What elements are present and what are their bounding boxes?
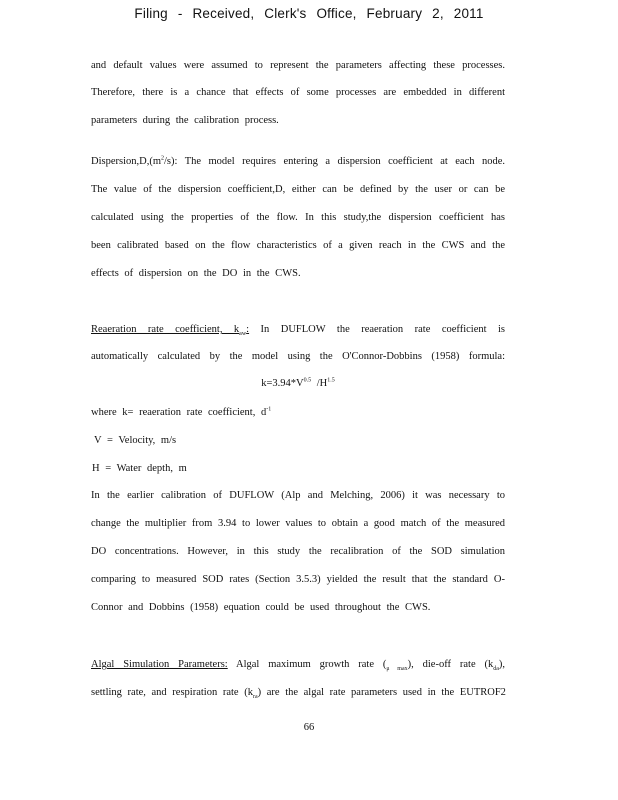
variable-definition: where k= reaeration rate coefficient, $d^{-1}$ (91, 406, 272, 418)
reaeration-heading: Reaeration rate coefficient, $k_{aw}$: (91, 324, 250, 338)
paragraph-line: been calibrated based on the flow characteristics of a given reach in the CWS and the (91, 240, 505, 251)
dispersion-term: Dispersion,D,(m (91, 156, 161, 167)
variable-definition: H = Water depth, m (92, 463, 187, 474)
superscript: 2 (161, 155, 164, 162)
filing-header: Filing - Received, Clerk's Office, February 2, 2011 (134, 6, 484, 21)
reaeration-text: In DUFLOW the reaeration rate coefficient is (249, 324, 505, 335)
paragraph-line: Connor and Dobbins (1958) equation could be used throughout the CWS. (91, 602, 431, 613)
paragraph-line: parameters during the calibration process. (91, 115, 279, 126)
reaeration-formula: $k=3.94*V^{0.5}$ $/H^{1.5}$ (261, 377, 335, 389)
paragraph-line: In the earlier calibration of DUFLOW (Alp and Melching, 2006) it was necessary to (91, 490, 505, 501)
page-number: 66 (303, 722, 315, 733)
paragraph-line: calculated using the properties of the flow. In this study,the dispersion coefficient has (91, 212, 505, 223)
paragraph-line: settling rate, and respiration rate $(k_{ra})$ are the algal rate parameters used in the EUTROF2 (91, 687, 506, 701)
dispersion-text: /s): The model requires entering a dispersion coefficient at each node. (164, 156, 505, 167)
paragraph-line: comparing to measured SOD rates (Section 3.5.3) yielded the result that the standard O- (91, 574, 505, 585)
paragraph-line: automatically calculated by the model using the O'Connor-Dobbins (1958) formula: (91, 351, 505, 362)
paragraph-line: and default values were assumed to represent the parameters affecting these processes. (91, 60, 505, 71)
paragraph-line: Therefore, there is a chance that effects of some processes are embedded in different (91, 87, 505, 98)
algal-lead-line: Algal Simulation Parameters: Algal maximum growth rate $(_{\mu max})$, die-off rate $(k_{da})$, (91, 659, 506, 673)
dispersion-lead-line (91, 157, 505, 168)
algal-heading: Algal Simulation Parameters: (91, 659, 228, 670)
paragraph-line: DO concentrations. However, in this study the recalibration of the SOD simulation (91, 546, 505, 557)
paragraph-line: The value of the dispersion coefficient,D, either can be defined by the user or can be (91, 184, 505, 195)
reaeration-lead-line (91, 325, 505, 336)
paragraph-line: change the multiplier from 3.94 to lower values to obtain a good match of the measured (91, 518, 505, 529)
paragraph-line: effects of dispersion on the DO in the CWS. (91, 268, 301, 279)
variable-definition: V = Velocity, m/s (94, 435, 177, 446)
